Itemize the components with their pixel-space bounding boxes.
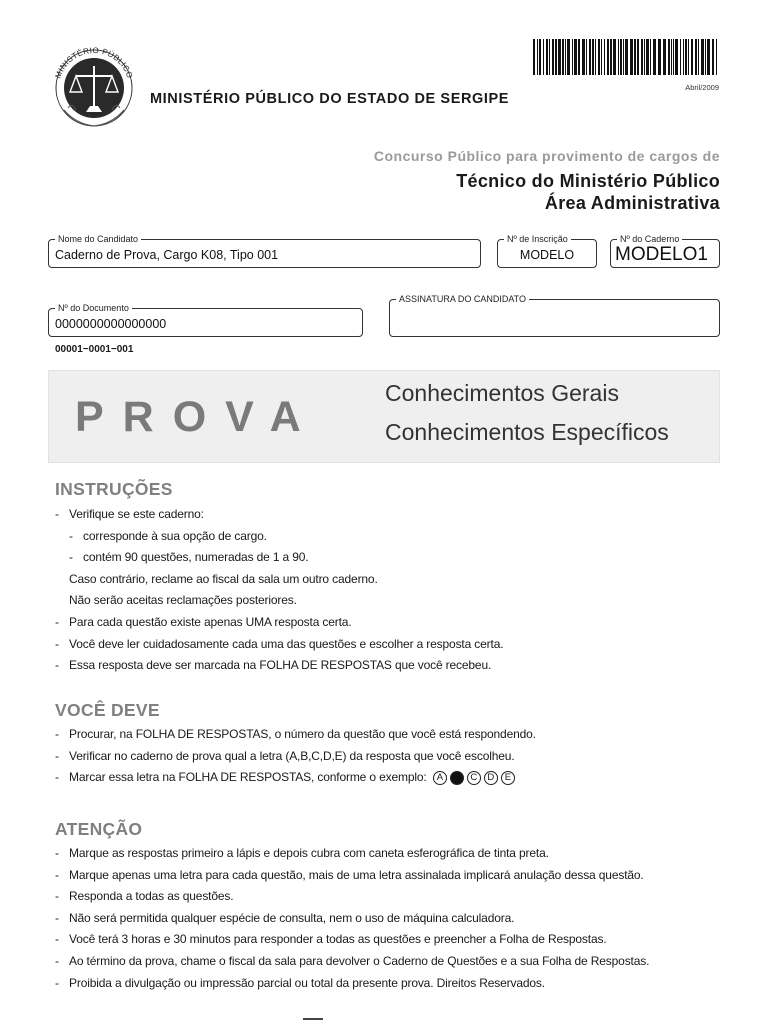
answer-example <box>433 767 518 789</box>
list-item: - Para cada questão existe apenas UMA resposta certa. <box>55 614 352 629</box>
list-item: Não serão aceitas reclamações posteriores. <box>69 593 297 608</box>
barcode-bar <box>685 39 687 75</box>
list-item: - Essa resposta deve ser marcada na FOLHA DE RESPOSTAS que você recebeu. <box>55 658 492 673</box>
list-item: - Procurar, na FOLHA DE RESPOSTAS, o número da questão que você está respondendo. <box>55 727 536 741</box>
svg-text:MINISTÉRIO PÚBLICO: MINISTÉRIO PÚBLICO <box>53 45 135 80</box>
document-number-value: 0000000000000000 <box>55 317 167 331</box>
answer-bubble-d: D <box>484 771 498 785</box>
list-item: - Marque apenas uma letra para cada questão, mais de uma letra assinalada implicará anulação dessa questão. <box>55 867 644 882</box>
barcode-bar <box>604 39 605 75</box>
prova-banner <box>48 370 720 463</box>
barcode-bar <box>537 39 538 75</box>
document-number-label: Nº do Documento <box>55 302 132 314</box>
barcode <box>533 39 721 75</box>
barcode-bar <box>623 39 624 75</box>
exam-heading: Concurso Público para provimento de cargos de <box>373 148 720 164</box>
edition-date: Abril/2009 <box>685 83 719 92</box>
barcode-bar <box>552 39 554 75</box>
booklet-number-field[interactable] <box>610 234 720 268</box>
barcode-bar <box>644 39 645 75</box>
atencao-list <box>55 843 735 994</box>
prova-title: PROVA <box>75 393 320 441</box>
document-number-field[interactable] <box>48 303 363 337</box>
answer-bubble-e: E <box>501 771 515 785</box>
answer-bubble-a: A <box>433 771 447 785</box>
barcode-bar <box>562 39 564 75</box>
example-instruction: Marcar essa letra na FOLHA DE RESPOSTAS, conforme o exemplo: <box>69 770 427 785</box>
job-title: Técnico do Ministério Público <box>456 171 720 191</box>
barcode-bar <box>668 39 670 75</box>
barcode-bar <box>691 39 693 75</box>
barcode-bar <box>592 39 594 75</box>
ministerio-publico-seal-logo <box>46 38 142 132</box>
barcode-bar <box>637 39 639 75</box>
candidate-name-label: Nome do Candidato <box>55 233 141 245</box>
barcode-bar <box>546 39 548 75</box>
booklet-number-label: Nº do Caderno <box>617 233 682 245</box>
list-item: - Verifique se este caderno: <box>55 507 204 521</box>
candidate-signature-label: ASSINATURA DO CANDIDATO <box>396 293 529 305</box>
instructions-title: INSTRUÇÕES <box>55 479 173 499</box>
barcode-bar <box>549 39 550 75</box>
inscription-number-value: MODELO <box>519 248 575 262</box>
barcode-bar <box>601 39 602 75</box>
barcode-bar <box>663 39 666 75</box>
barcode-bar <box>558 39 561 75</box>
candidate-name-field[interactable] <box>48 234 481 268</box>
inscription-number-field[interactable] <box>497 234 597 268</box>
subject-general: Conhecimentos Gerais <box>385 380 619 406</box>
barcode-bar <box>578 39 580 75</box>
candidate-name-value: Caderno de Prova, Cargo K08, Tipo 001 <box>55 248 279 262</box>
candidate-code: 00001−0001−001 <box>55 344 134 355</box>
barcode-bar <box>586 39 587 75</box>
organization-name: MINISTÉRIO PÚBLICO DO ESTADO DE SERGIPE <box>150 91 510 107</box>
list-item: - Marque as respostas primeiro a lápis e depois cubra com caneta esferográfica de tinta preta. <box>55 846 549 860</box>
barcode-bar <box>688 39 689 75</box>
barcode-bar <box>539 39 541 75</box>
barcode-bar <box>533 39 535 75</box>
barcode-bar <box>653 39 656 75</box>
voce-deve-title: VOCÊ DEVE <box>55 700 160 720</box>
voce-deve-list <box>55 724 735 789</box>
barcode-bar <box>567 39 570 75</box>
list-item: - Proibida a divulgação ou impressão parcial ou total da presente prova. Direitos Reservados. <box>55 975 545 990</box>
list-item: - Responda a todas as questões. <box>55 889 234 904</box>
barcode-bar <box>618 39 619 75</box>
barcode-bar <box>572 39 573 75</box>
barcode-bar <box>634 39 636 75</box>
barcode-bar <box>565 39 566 75</box>
barcode-bar <box>620 39 622 75</box>
page-footer-mark <box>303 1018 323 1024</box>
barcode-bar <box>705 39 706 75</box>
list-item: - Você deve ler cuidadosamente cada uma das questões e escolher a resposta certa. <box>55 636 504 651</box>
barcode-bar <box>671 39 672 75</box>
barcode-bar <box>650 39 651 75</box>
barcode-bar <box>646 39 649 75</box>
answer-bubble-c: C <box>467 771 481 785</box>
barcode-bar <box>574 39 577 75</box>
barcode-bar <box>582 39 585 75</box>
barcode-bar <box>712 39 714 75</box>
barcode-bar <box>641 39 643 75</box>
barcode-bar <box>707 39 710 75</box>
list-item: - Não será permitida qualquer espécie de consulta, nem o uso de máquina calculadora. <box>55 910 515 925</box>
list-item: - Marcar essa letra na FOLHA DE RESPOSTAS, conforme o exemplo: A C D E <box>55 767 735 789</box>
barcode-bar <box>595 39 596 75</box>
barcode-bar <box>543 39 544 75</box>
barcode-bar <box>673 39 674 75</box>
booklet-number-value: MODELO1 <box>615 244 708 265</box>
barcode-bar <box>625 39 628 75</box>
barcode-bar <box>613 39 616 75</box>
barcode-bar <box>555 39 557 75</box>
barcode-bar <box>607 39 609 75</box>
barcode-bar <box>675 39 678 75</box>
barcode-bar <box>589 39 591 75</box>
barcode-bar <box>610 39 612 75</box>
subject-specific: Conhecimentos Específicos <box>385 419 669 445</box>
candidate-signature-field[interactable] <box>389 294 720 337</box>
barcode-bar <box>630 39 633 75</box>
list-item: - Ao término da prova, chame o fiscal da sala para devolver o Caderno de Questões e a sua Folha de Respostas. <box>55 953 650 968</box>
barcode-bar <box>716 39 717 75</box>
barcode-bar <box>695 39 697 75</box>
barcode-bar <box>680 39 681 75</box>
list-item: Caso contrário, reclame ao fiscal da sala um outro caderno. <box>69 571 378 586</box>
job-area: Área Administrativa <box>544 193 720 213</box>
barcode-bar <box>658 39 661 75</box>
list-item: - Verificar no caderno de prova qual a letra (A,B,C,D,E) da resposta que você escolheu. <box>55 748 515 763</box>
barcode-bar <box>598 39 600 75</box>
instructions-list <box>55 504 735 677</box>
barcode-bar <box>701 39 704 75</box>
list-item: - contém 90 questões, numeradas de 1 a 90. <box>69 550 309 565</box>
barcode-bar <box>698 39 699 75</box>
answer-bubble-b-filled <box>450 771 464 785</box>
inscription-number-label: Nº de Inscrição <box>504 233 571 245</box>
barcode-bar <box>683 39 684 75</box>
list-item: - corresponde à sua opção de cargo. <box>69 528 267 543</box>
atencao-title: ATENÇÃO <box>55 819 143 839</box>
list-item: - Você terá 3 horas e 30 minutos para responder a todas as questões e preencher a Folha de Respostas. <box>55 932 607 947</box>
